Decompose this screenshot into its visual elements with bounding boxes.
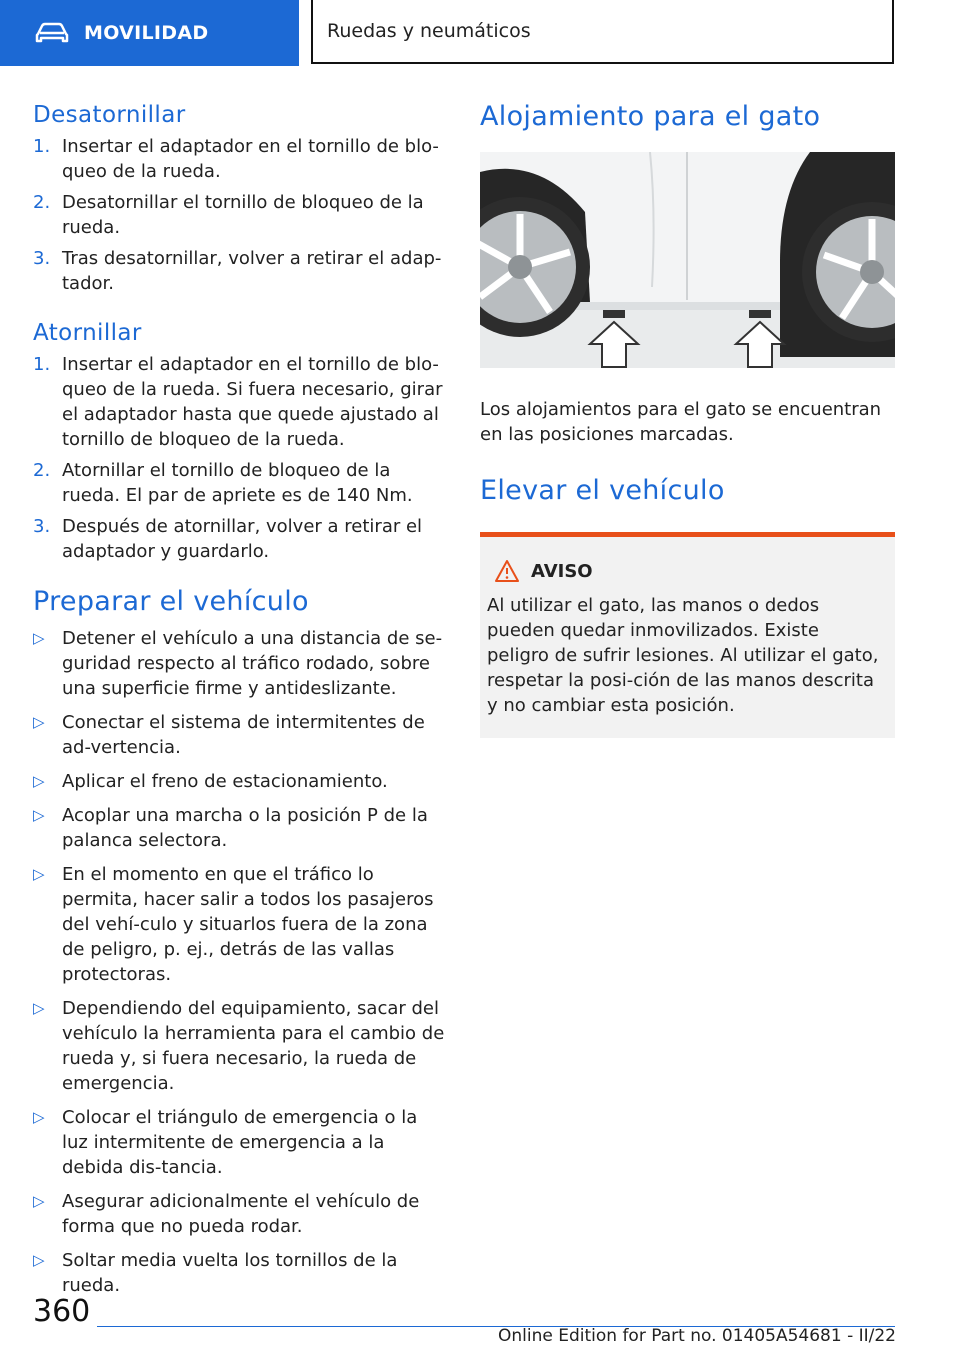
list-item: 1. Insertar el adaptador en el tornillo de blo-queo de la rueda. Si fuera necesario, girar el adaptador hasta que quede ajustado al tornillo de bloqueo de la rueda. [33,354,443,450]
warning-box [480,532,895,738]
jack-points-figure [480,152,895,368]
list-item: ▷ En el momento en que el tráfico lo permita, hacer salir a todos los pasajeros del vehí-culo y situarlos fuera de la zona de peligro, p. ej., detrás de las vallas protectoras. [33,864,434,985]
heading-jack-points: Alojamiento para el gato [480,101,821,132]
warning-triangle-icon [494,559,520,583]
prepare-bullets [33,626,448,1298]
list-item: 3. Tras desatornillar, volver a retirar el adap-tador. [33,248,442,294]
warning-text: Al utilizar el gato, las manos o dedos pueden quedar inmovilizados. Existe peligro de sufrir lesiones. Al utilizar el gato, respetar la posi-ción de las manos descrita y no cambiar esta posición. [487,595,879,716]
list-item: 3. Después de atornillar, volver a retirar el adaptador y guardarlo. [33,516,423,562]
screw-steps [33,352,448,564]
list-item: ▷ Conectar el sistema de intermitentes de ad-vertencia. [33,712,425,758]
car-icon [34,21,70,45]
heading-lift: Elevar el vehículo [480,475,725,506]
section-tab [0,0,299,66]
list-item: 2. Atornillar el tornillo de bloqueo de la rueda. El par de apriete es de 140 Nm. [33,460,413,506]
list-item: ▷ Soltar media vuelta los tornillos de la rueda. [33,1250,398,1296]
right-column [480,98,895,738]
list-item: ▷ Acoplar una marcha o la posición P de la palanca selectora. [33,805,428,851]
unscrew-steps [33,134,448,296]
list-item: ▷ Detener el vehículo a una distancia de se-guridad respecto al tráfico rodado, sobre una superficie firme y antideslizante. [33,628,443,699]
warning-title: AVISO [531,560,593,582]
list-item: ▷ Aplicar el freno de estacionamiento. [33,771,388,792]
list-item: ▷ Dependiendo del equipamiento, sacar del vehículo la herramienta para el cambio de rueda y, si fuera necesario, la rueda de emergencia. [33,998,445,1094]
list-item: 1. Insertar el adaptador en el tornillo de blo-queo de la rueda. [33,136,439,182]
warning-header [487,559,885,583]
list-item: 2. Desatornillar el tornillo de bloqueo de la rueda. [33,192,424,238]
heading-prepare: Preparar el vehículo [33,586,309,617]
list-item: ▷ Asegurar adicionalmente el vehículo de forma que no pueda rodar. [33,1191,420,1237]
page-number: 360 [33,1294,91,1329]
left-column [33,98,448,1298]
section-label: MOVILIDAD [84,22,209,44]
footer-edition: Online Edition for Part no. 01405A54681 - II/22 [497,1326,896,1346]
list-item: ▷ Colocar el triángulo de emergencia o la luz intermitente de emergencia a la debida dis-tancia. [33,1107,418,1178]
jack-points-caption: Los alojamientos para el gato se encuentran en las posiciones marcadas. [480,399,882,445]
chapter-title: Ruedas y neumáticos [311,0,894,64]
heading-unscrew: Desatornillar [33,102,186,128]
heading-screw: Atornillar [33,320,142,346]
